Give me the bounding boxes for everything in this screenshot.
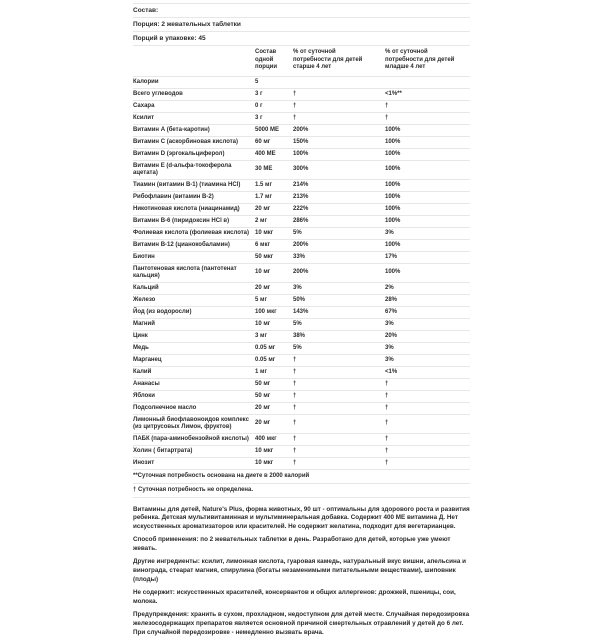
table-row	[133, 343, 470, 355]
amount-cell: 1.7 мг	[255, 193, 272, 200]
header-amount-per-serving	[255, 49, 293, 72]
nutrient-name: Сахара	[133, 102, 155, 109]
daily-value-under-4-cell: 3%	[385, 320, 394, 327]
table-row	[133, 228, 470, 240]
table-row	[133, 283, 470, 295]
daily-value-over-4-cell: 33%	[293, 253, 306, 260]
info-row: Порций в упаковке: 45	[133, 32, 470, 46]
description-section	[133, 506, 470, 638]
daily-value-under-4-cell: †	[385, 420, 389, 426]
package-info-section	[133, 4, 470, 46]
daily-value-over-4-cell: 200%	[293, 126, 309, 133]
nutrient-name: Витамин В-12 (цианокобаламин)	[133, 241, 230, 248]
nutrient-name: Витамин В-6 (пиридоксин HCl в)	[133, 217, 230, 224]
table-row	[133, 458, 470, 470]
nutrient-name: ПАБК (пара-аминобензойной кислоты)	[133, 435, 249, 442]
daily-value-over-4-cell: †	[293, 447, 297, 454]
amount-cell: 60 мг	[255, 138, 271, 145]
daily-value-over-4-cell: 50%	[293, 296, 306, 303]
daily-value-over-4-cell: 286%	[293, 217, 309, 224]
amount-cell: 20 мг	[255, 420, 271, 426]
nutrient-name: Витамин Е (d-альфа-токоферола ацетата)	[133, 162, 232, 176]
daily-value-over-4-cell: †	[293, 102, 297, 109]
daily-value-over-4-cell: †	[293, 404, 297, 411]
table-row	[133, 355, 470, 367]
amount-cell: 1.5 мг	[255, 181, 272, 188]
table-row	[133, 403, 470, 415]
daily-value-over-4-cell: 143%	[293, 308, 309, 315]
daily-value-over-4-cell: †	[293, 90, 297, 97]
amount-cell: 400 мкг	[255, 435, 277, 442]
amount-cell: 5 мг	[255, 296, 267, 303]
daily-value-under-4-cell: 28%	[385, 296, 398, 303]
table-row	[133, 216, 470, 228]
daily-value-under-4-cell: 3%	[385, 229, 394, 236]
header-under4-label: % от суточной потребности для детей младше 4 лет	[385, 49, 455, 70]
nutrient-name: Ксилит	[133, 114, 155, 121]
header-amount-label: Состав одной порции	[255, 49, 278, 70]
nutrient-name: Калий	[133, 368, 152, 375]
table-row	[133, 161, 470, 180]
daily-value-under-4-cell: 100%	[385, 241, 401, 248]
nutrient-name: Биотин	[133, 253, 155, 260]
daily-value-under-4-cell: 100%	[385, 181, 401, 188]
nutrient-name: Витамин С (аскорбиновая кислота)	[133, 138, 238, 145]
description-paragraph: Способ применения: по 2 жевательных таблетки в день. Разработано для детей, которые уже умеют жевать.	[133, 536, 451, 552]
amount-cell: 10 мг	[255, 320, 271, 327]
daily-value-over-4-cell: †	[293, 420, 297, 426]
amount-cell: 20 мг	[255, 404, 271, 411]
table-row	[133, 240, 470, 252]
daily-value-under-4-cell: <1%	[385, 368, 398, 375]
daily-value-over-4-cell: †	[293, 380, 297, 387]
amount-cell: 0.05 мг	[255, 344, 276, 351]
amount-cell: 400 МЕ	[255, 150, 276, 157]
footnote-row: **Суточная потребность основана на диете в 2000 калорий	[133, 470, 470, 484]
amount-cell: 10 мкг	[255, 459, 274, 466]
nutrient-name: Ананасы	[133, 380, 160, 387]
table-row	[133, 446, 470, 458]
nutrient-name: Яблоки	[133, 392, 155, 399]
footnote-row: † Суточная потребность не определена.	[133, 484, 470, 498]
daily-value-over-4-cell: 5%	[293, 320, 302, 327]
amount-cell: 3 мг	[255, 332, 267, 339]
daily-value-over-4-cell: †	[293, 392, 297, 399]
daily-value-over-4-cell: 300%	[293, 166, 309, 172]
daily-value-under-4-cell: †	[385, 459, 389, 466]
daily-value-under-4-cell: †	[385, 114, 389, 121]
nutrient-table	[133, 77, 470, 470]
nutrient-name: Всего углеводов	[133, 90, 183, 97]
nutrient-name: Калории	[133, 78, 159, 85]
daily-value-under-4-cell: 100%	[385, 217, 401, 224]
amount-cell: 100 мкг	[255, 308, 277, 315]
amount-cell: 1 мг	[255, 368, 267, 375]
daily-value-under-4-cell: 2%	[385, 284, 394, 291]
supplement-facts-panel	[133, 3, 470, 642]
daily-value-over-4-cell: 5%	[293, 229, 302, 236]
nutrient-name: Марганец	[133, 356, 162, 363]
daily-value-over-4-cell: †	[293, 368, 297, 375]
table-row	[133, 319, 470, 331]
table-row	[133, 149, 470, 161]
daily-value-under-4-cell: †	[385, 380, 389, 387]
amount-cell: 0.05 мг	[255, 356, 276, 363]
daily-value-over-4-cell: 3%	[293, 284, 302, 291]
daily-value-over-4-cell: †	[293, 459, 297, 466]
table-row	[133, 204, 470, 216]
nutrient-name: Холин ( битартрата)	[133, 447, 193, 454]
daily-value-under-4-cell: 100%	[385, 205, 401, 212]
daily-value-under-4-cell: 100%	[385, 150, 401, 157]
daily-value-under-4-cell: 3%	[385, 344, 394, 351]
daily-value-over-4-cell: 200%	[293, 241, 309, 248]
amount-cell: 3 г	[255, 90, 263, 97]
description-paragraph: Витамины для детей, Nature's Plus, форма животных, 90 шт - оптимальны для здорового роста и развития ребенка. Детская мультивитаминная и мультиминеральная добавка. Содержит 400 МЕ витамина Д. Нет искусственных ароматизаторов или красителей. Не содержит желатина, подходит для вегетарианцев.	[133, 505, 470, 530]
table-row	[133, 415, 470, 434]
info-row: Порция: 2 жевательных таблетки	[133, 18, 470, 32]
table-row	[133, 180, 470, 192]
daily-value-under-4-cell: †	[385, 392, 389, 399]
nutrient-name: Лимонный биофлавоноидов комплекс (из цитрусовых Лимон, фруктов)	[133, 416, 249, 430]
nutrient-name: Витамин D (эргокальциферол)	[133, 150, 225, 157]
table-row	[133, 295, 470, 307]
daily-value-under-4-cell: †	[385, 435, 389, 442]
nutrient-name: Йод (из водоросли)	[133, 308, 192, 315]
nutrient-name: Никотиновая кислота (ниацинамид)	[133, 205, 240, 212]
table-header-row	[133, 46, 470, 77]
daily-value-under-4-cell: †	[385, 447, 389, 454]
table-row	[133, 125, 470, 137]
amount-cell: 0 г	[255, 102, 263, 109]
daily-value-over-4-cell: 5%	[293, 344, 302, 351]
daily-value-over-4-cell: 38%	[293, 332, 306, 339]
nutrient-name: Магний	[133, 320, 155, 327]
amount-cell: 5	[255, 78, 259, 85]
daily-value-under-4-cell: 100%	[385, 193, 401, 200]
amount-cell: 10 мкг	[255, 447, 274, 454]
nutrient-name: Железо	[133, 296, 156, 303]
daily-value-over-4-cell: 214%	[293, 181, 309, 188]
header-nutrient	[133, 49, 255, 72]
table-row	[133, 89, 470, 101]
nutrient-name: Цинк	[133, 332, 148, 339]
daily-value-over-4-cell: †	[293, 435, 297, 442]
table-row	[133, 252, 470, 264]
table-row	[133, 331, 470, 343]
nutrient-name: Медь	[133, 344, 149, 351]
header-daily-value-under-4	[385, 49, 470, 72]
daily-value-over-4-cell: 100%	[293, 150, 309, 157]
amount-cell: 3 г	[255, 114, 263, 121]
table-row	[133, 137, 470, 149]
nutrient-name: Фолиевая кислота (фолиевая кислота)	[133, 229, 249, 236]
table-row	[133, 101, 470, 113]
table-row	[133, 264, 470, 283]
amount-cell: 20 мг	[255, 205, 271, 212]
description-paragraph: Другие ингредиенты: ксилит, лимонная кислота, гуаровая камедь, натуральный вкус вишни, апельсина и винограда, стеарат магния, спирулина (богаты незаменимыми питательными веществами), шиповник (плоды)	[133, 558, 466, 583]
daily-value-under-4-cell: 100%	[385, 269, 401, 275]
daily-value-over-4-cell: 213%	[293, 193, 309, 200]
nutrient-name: Кальций	[133, 284, 159, 291]
daily-value-under-4-cell: 100%	[385, 138, 401, 145]
daily-value-under-4-cell: 3%	[385, 356, 394, 363]
table-row	[133, 391, 470, 403]
header-over4-label: % от суточной потребности для детей старше 4 лет	[293, 49, 363, 70]
amount-cell: 30 МЕ	[255, 166, 273, 172]
daily-value-under-4-cell: 100%	[385, 126, 401, 133]
daily-value-under-4-cell: 17%	[385, 253, 398, 260]
nutrient-name: Подсолнечное масло	[133, 404, 197, 411]
amount-cell: 2 мг	[255, 217, 267, 224]
table-row	[133, 192, 470, 204]
header-daily-value-over-4	[293, 49, 385, 72]
daily-value-over-4-cell: 200%	[293, 269, 309, 275]
table-row	[133, 77, 470, 89]
daily-value-under-4-cell: 20%	[385, 332, 398, 339]
amount-cell: 10 мг	[255, 269, 271, 275]
description-paragraph: Не содержит: искусственных красителей, консервантов и общих аллергенов: дрожжей, пшеницы, сои, молока.	[133, 589, 456, 605]
daily-value-over-4-cell: 222%	[293, 205, 309, 212]
amount-cell: 50 мкг	[255, 253, 274, 260]
amount-cell: 50 мг	[255, 380, 271, 387]
table-row	[133, 379, 470, 391]
daily-value-over-4-cell: †	[293, 356, 297, 363]
nutrient-name: Пантотеновая кислота (пантотенат кальция)	[133, 265, 237, 279]
amount-cell: 6 мкг	[255, 241, 270, 248]
nutrient-name: Рибофлавин (витамин В-2)	[133, 193, 214, 200]
amount-cell: 10 мкг	[255, 229, 274, 236]
footnotes-section	[133, 470, 470, 498]
table-row	[133, 307, 470, 319]
daily-value-over-4-cell: †	[293, 114, 297, 121]
nutrient-name: Инозит	[133, 459, 155, 466]
daily-value-over-4-cell: 150%	[293, 138, 309, 145]
daily-value-under-4-cell: †	[385, 102, 389, 109]
daily-value-under-4-cell: †	[385, 404, 389, 411]
table-row	[133, 113, 470, 125]
table-row	[133, 367, 470, 379]
table-row	[133, 434, 470, 446]
daily-value-under-4-cell: <1%**	[385, 90, 402, 97]
amount-cell: 5000 МЕ	[255, 126, 280, 133]
nutrient-name: Тиамин (витамин В-1) (тиамина HCl)	[133, 181, 241, 188]
nutrient-name: Витамин А (бета-каротин)	[133, 126, 210, 133]
amount-cell: 50 мг	[255, 392, 271, 399]
info-row: Состав:	[133, 4, 470, 18]
daily-value-under-4-cell: 100%	[385, 166, 401, 172]
amount-cell: 20 мг	[255, 284, 271, 291]
daily-value-under-4-cell: 67%	[385, 308, 398, 315]
description-paragraph: Предупреждения: хранить в сухом, прохладном, недоступном для детей месте. Случайная передозировка железосодержащих препаратов является основной причиной смертельных отравлений у детей до 6 лет. При случайной передозировке - немедленно вызвать врача.	[133, 611, 470, 636]
